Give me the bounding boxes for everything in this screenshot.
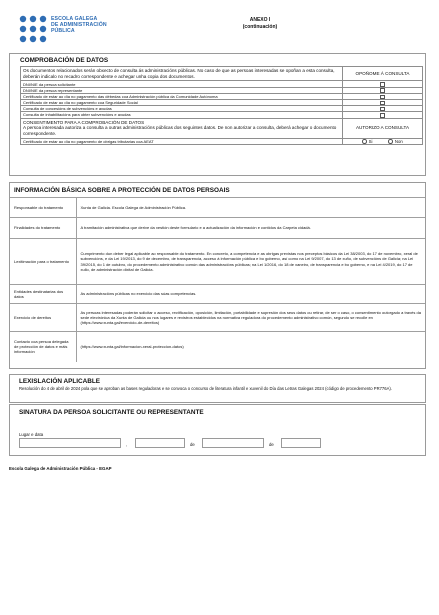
row-label: Responsable do tratamento <box>10 198 76 218</box>
row-value: Xunta de Galicia. Escola Galega de Administración Pública. <box>76 198 425 218</box>
item-label: DNI/NIE da persoa solicitante <box>21 81 343 87</box>
item-label: Certificado de estar ao día no pagamento das débedas coa Administración pública da Comunidade Autónoma <box>21 93 343 99</box>
intro-text: Os documentos relacionados serán obxecto de consulta ás administracións públicas. No caso de que as persoas interesadas se opoñan a esta consulta, deberán indicalo no recadro correspondente e achegar unha copia dos documentos. <box>21 67 343 81</box>
item-label: Certificado de estar ao día no pagamento coa Seguridade Social <box>21 99 343 105</box>
row-value: As persoas interesadas poderán solicitar o acceso, rectificación, oposición, limitación, portabilidade e supresión dos seus datos ou retirar, de ser o caso, o consentimento outorgado a través da sede electrónica da Xunta de Galicia ou nos lugares e rexistros establecidos na normativa reguladora do procedemento administrativo común, segundo se recolle en (https://www.xunta.gal/exercicio-de-dereitos) <box>76 304 425 332</box>
row-value: As administracións públicas no exercicio das súas competencias. <box>76 285 425 304</box>
day-field[interactable] <box>135 438 185 448</box>
annex-subtitle: (continuación) <box>242 23 278 30</box>
section-title: INFORMACIÓN BÁSICA SOBRE A PROTECCIÓN DE DATOS PERSOAIS <box>14 187 230 194</box>
oppose-checkbox[interactable] <box>380 88 385 92</box>
row-value: (https://www.xunta.gal/informacion-xeral-proteccion-datos) <box>76 332 425 362</box>
oppose-checkbox[interactable] <box>380 82 385 86</box>
signature-section <box>9 404 426 456</box>
table-row <box>10 198 425 218</box>
data-protection-section <box>9 182 426 369</box>
consent-block <box>21 118 343 138</box>
de-separator: de <box>269 442 274 447</box>
place-date-label: Lugar e data <box>19 432 44 437</box>
oppose-checkbox[interactable] <box>380 113 385 117</box>
item-label: Certificado de estar ao día no pagamento de obrigas tributarias coa AEAT <box>21 138 343 144</box>
row-label: Lexitimación para o tratamento <box>10 239 76 285</box>
row-label: Finalidades do tratamento <box>10 218 76 239</box>
oppose-checkbox[interactable] <box>380 107 385 111</box>
document-header <box>18 14 428 48</box>
oppose-header: OPOÑOME Á CONSULTA <box>343 67 423 81</box>
logo-line: PÚBLICA <box>51 28 75 35</box>
item-label: DNI/NIE da persoa representante <box>21 87 343 93</box>
row-label: Exercicio de dereitos <box>10 304 76 332</box>
authorize-radio-group <box>345 139 420 144</box>
data-verification-table <box>20 66 423 145</box>
row-label: Contacto coa persoa delegada de protección de datos e máis información <box>10 332 76 362</box>
table-row <box>21 118 423 138</box>
egap-logo-icon <box>18 14 48 44</box>
annex-title: ANEXO I <box>249 17 271 23</box>
annex-heading <box>218 17 302 30</box>
section-title: LEXISLACIÓN APLICABLE <box>19 378 101 385</box>
data-verification-section <box>9 53 426 176</box>
table-row <box>10 304 425 332</box>
legislation-text: Resolución do 4 de abril de 2024 pola que se aproban as bases reguladoras e se convoca o concurso de literatura infantil e xuvenil do Día das Letras Galegas 2024 (código de procedemento PR776A). <box>19 386 392 391</box>
section-title: COMPROBACIÓN DE DATOS <box>20 57 109 64</box>
footer-text: Escola Galega de Administración Pública - EGAP <box>9 466 112 471</box>
applicable-legislation-section <box>9 374 426 403</box>
year-field[interactable] <box>281 438 321 448</box>
authorize-header: AUTORIZO A CONSULTA <box>343 118 423 138</box>
oppose-checkbox[interactable] <box>380 95 385 99</box>
yes-radio[interactable] <box>362 139 366 143</box>
no-radio[interactable] <box>388 139 392 143</box>
oppose-checkbox[interactable] <box>380 101 385 105</box>
logo-line: ESCOLA GALEGA <box>51 16 98 22</box>
month-field[interactable] <box>202 438 264 448</box>
egap-logo <box>18 14 107 44</box>
de-separator: de <box>190 442 195 447</box>
item-label: Consulta de concesións de subvencións e axudas <box>21 106 343 112</box>
yes-label: Si <box>368 138 373 144</box>
logo-line: DE ADMINISTRACIÓN <box>51 22 107 29</box>
table-row <box>10 285 425 304</box>
table-row <box>10 218 425 239</box>
egap-logo-text <box>51 16 107 34</box>
table-row <box>10 332 425 362</box>
row-value: Cumprimento dun deber legal aplicable ao responsable do tratamento. En concreto, a competencia e as obrigas previstas nos preceptos básicos da Lei 38/2003, do 17 de novembro, xeral de subvencións, e da Lei 19/2013, do 9 de decembro, de transparencia, acceso á información pública e bo goberno, así como na Lei 9/2007, do 13 de xuño, de subvencións de Galicia; na Lei 39/2015, do 1 de outubro, do procedemento administrativo común das administracións públicas; na Lei 1/2016, do 18 de xaneiro, de transparencia e bo goberno, e na Lei 4/2019, do 17 de xullo, de administración dixital de Galicia. <box>76 239 425 285</box>
consent-title: CONSENTIMENTO PARA A COMPROBACIÓN DE DATOS <box>23 119 145 125</box>
data-protection-table <box>10 197 425 362</box>
comma-separator: , <box>126 442 128 447</box>
item-label: Consulta de inhabilitacións para obter subvencións e axudas <box>21 112 343 118</box>
place-field[interactable] <box>19 438 121 448</box>
row-label: Entidades destinatarias dos datos <box>10 285 76 304</box>
row-value: A tramitación administrativa que derive da xestión deste formulario e a actualización da información e contidos da Carpeta cidadá. <box>76 218 425 239</box>
section-title: SINATURA DA PERSOA SOLICITANTE OU REPRESENTANTE <box>19 409 204 416</box>
consent-text: A persoa interesada autoriza a consulta a outras administracións públicas dos seguintes datos. De non autorizar a consulta, deberá achegar o documento correspondente. <box>23 125 337 136</box>
table-row <box>10 239 425 285</box>
table-row <box>21 67 423 81</box>
table-row <box>21 138 423 144</box>
no-label: Non <box>394 138 403 144</box>
